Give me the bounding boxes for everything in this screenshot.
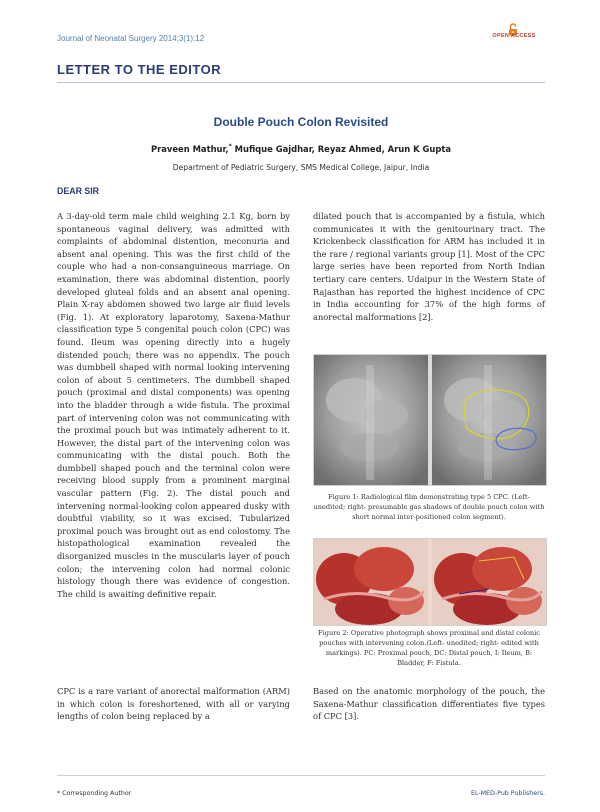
xray-image [314, 355, 546, 485]
journal-reference: Journal of Neonatal Surgery 2014;3(1):12 [57, 34, 205, 43]
body-left-column-bottom [57, 685, 290, 723]
article-title: Double Pouch Colon Revisited [213, 115, 389, 129]
body-right-column [313, 210, 545, 323]
figure-1-xray [313, 354, 547, 486]
figure-2-operative-photo [313, 538, 547, 626]
section-heading: LETTER TO THE EDITOR [57, 62, 222, 77]
affiliation: Department of Pediatric Surgery, SMS Medical College, Jaipur, India [172, 163, 430, 172]
body-left-column [57, 210, 290, 600]
case-report-paragraph: A 3-day-old term male child weighing 2.1 Kg, born by spontaneous vaginal delivery, was admitted with complaints of abdominal distention, meconuria and absent anal opening. This was the first child of the couple who had a non-consanguineous marriage. On examination, there was abdominal distention, poorly developed gluteal folds and an absent anal opening. Plain X-ray abdomen showed two large air fluid levels (Fig. 1). At exploratory laparotomy, Saxena-Mathur classification type 5 congenital pouch colon (CPC) was found. Ileum was opening directly into a hugely distended pouch; there was no appendix. The pouch was dumbbell shaped with normal looking intervening colon of about 5 centimeters. The dumbbell shaped pouch (proximal and distal components) was opening into the bladder through a wide fistula. The proximal part of intervening colon was not communicating with the proximal pouch but was intimately adherent to it. However, the distal part of the intervening colon was communicating with the distal pouch. Both the dumbbell shaped pouch and the terminal colon were receiving blood supply from a prominent marginal vascular pattern (Fig. 2). The distal pouch and intervening normal-looking colon appeared dusky with doubtful viability, so it was excised. Tubularized proximal pouch was brought out as end colostomy. The histopathological examination revealed the disorganized muscles in the muscularis layer of pouch colon; the intervening colon had normal colonic histology though there was evidence of congestion. The child is awaiting definitive repair. [57, 211, 290, 599]
types-paragraph: Based on the anatomic morphology of the pouch, the Saxena-Mathur classification differentiates five types of CPC [3]. [313, 686, 545, 722]
cpc-definition-paragraph: CPC is a rare variant of anorectal malformation (ARM) in which colon is foreshortened, with all or varying lengths of colon being replaced by a [57, 686, 290, 722]
first-author: Praveen Mathur, [150, 143, 229, 154]
author-list [57, 143, 545, 154]
open-access-badge [484, 23, 544, 45]
corresponding-mark: * [228, 143, 232, 150]
figure-2-caption: Figure 2: Operative photograph shows proximal and distal colonic pouches with intervening colon.(Left- unedited; right- edited with markings). PC: Proximal pouch, DC: Distal pouch, I: Ileum, B: Bladder, F: Fistula. [318, 629, 540, 667]
salutation: DEAR SIR [57, 186, 100, 196]
classification-paragraph: dilated pouch that is accompanied by a fistula, which communicates it with the genitourinary tract. The Krickenbeck classification for ARM has included it in the rare / regional variants group [1]. Most of the CPC large series have been reported from North Indian tertiary care centers. Udaipur in the Western State of Rajasthan has reported the highest incidence of CPC in India accounting for 37% of the high forms of anorectal malformations [2]. [313, 211, 545, 322]
open-access-label: OPEN ACCESS [492, 33, 536, 39]
footer-divider [57, 775, 545, 776]
corresponding-author-note: * Corresponding Author [57, 790, 132, 797]
header-divider [57, 82, 545, 83]
operative-photo-image [314, 539, 546, 625]
publisher-name: EL-MED-Pub Publishers. [470, 790, 545, 797]
figure-1-caption: Figure 1: Radiological film demonstrating type 5 CPC. (Left- unedited; right- presumable gas shadows of double pouch colon with short normal inter-positioned colon segment). [313, 493, 545, 521]
body-right-column-bottom [313, 685, 545, 723]
co-authors: Mufique Gajdhar, Reyaz Ahmed, Arun K Gupta [231, 143, 452, 154]
